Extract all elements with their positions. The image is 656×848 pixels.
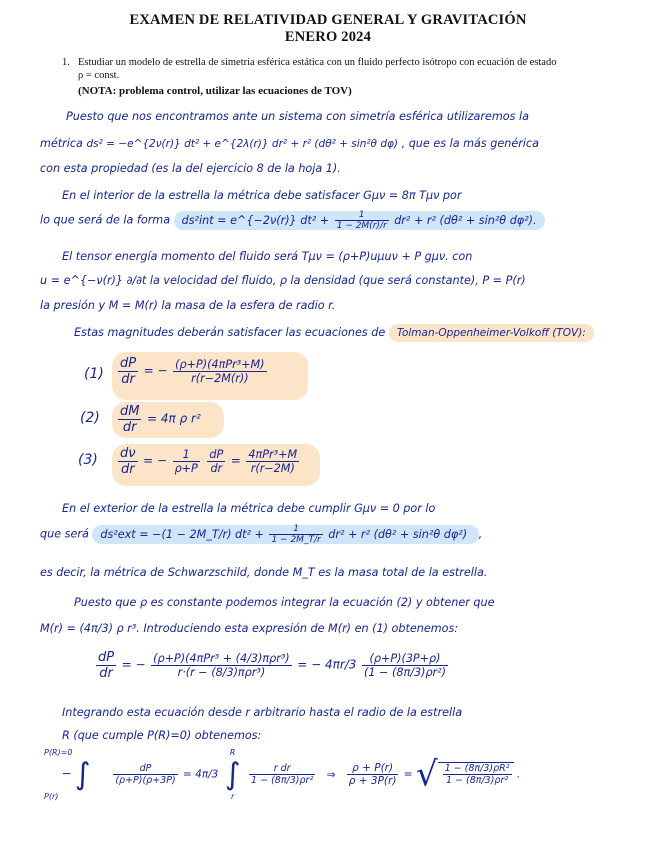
eq5-int1-lower: P(r) bbox=[44, 792, 59, 801]
exam-date: ENERO 2024 bbox=[284, 29, 372, 45]
eq3: $\frac{d\nu}{dr}$ = − $\frac{1}{\rho+P}$ $\frac{dP}{dr}$ = $\frac{\text{4πPr³+M}}{r(r-2M)}$ bbox=[120, 446, 298, 477]
eq1-rhs bbox=[173, 358, 266, 385]
eq5-result bbox=[347, 762, 399, 787]
problem-note: (NOTA: problema control, utilizar las ecuaciones de TOV) bbox=[78, 85, 352, 97]
eq5-sqrt bbox=[438, 762, 514, 786]
sqrt-icon: √ bbox=[415, 754, 438, 795]
eq5-int2-num: r dr bbox=[249, 763, 315, 775]
exterior-metric bbox=[92, 525, 478, 544]
interior-metric-frac bbox=[335, 210, 389, 231]
interior-frac-num: 1 bbox=[335, 210, 389, 221]
eq4-mid-den: r·(r − (8/3)πρr³) bbox=[177, 666, 266, 679]
eq3-mid-num: 1 bbox=[173, 448, 200, 462]
eq3-dp-num: dP bbox=[209, 448, 224, 461]
eq2-rhs: = 4π ρ r² bbox=[147, 411, 201, 426]
p1-line2-text: métrica bbox=[40, 137, 83, 150]
eq5-sqrt-frac bbox=[443, 763, 512, 786]
eq4-rhs-num: (ρ+P)(3P+ρ) bbox=[362, 652, 448, 666]
interior-metric bbox=[174, 211, 545, 230]
p1-line2 bbox=[40, 137, 539, 150]
general-metric: ds² = −e^{2ν(r)} dt² + e^{2λ(r)} dr² + r² (dθ² + sin²θ dφ) bbox=[86, 138, 399, 150]
eq3-mid bbox=[173, 448, 200, 475]
eq5-integral2: R ∫ r bbox=[222, 748, 244, 801]
p7-line1: Integrando esta ecuación desde r arbitrario hasta el radio de la estrella bbox=[62, 706, 463, 719]
p2-line2-text: lo que será de la forma bbox=[40, 213, 171, 227]
p6-line1: Puesto que ρ es constante podemos integrar la ecuación (2) y obtener que bbox=[74, 596, 495, 609]
eq1-lhs bbox=[118, 356, 138, 387]
eq3-rhs-num: 4πPr³+M bbox=[248, 448, 298, 461]
p3-line3: la presión y M = M(r) la masa de la esfera de radio r. bbox=[40, 299, 336, 312]
exterior-frac-den: 1 − 2M_T/r bbox=[271, 535, 321, 545]
exam-title: EXAMEN DE RELATIVIDAD GENERAL Y GRAVITACIÓN bbox=[129, 12, 527, 28]
p5-line1: En el exterior de la estrella la métrica debe cumplir Gμν = 0 por lo bbox=[62, 502, 436, 515]
eq4-mid bbox=[151, 652, 292, 679]
eq5-sqrt-num: 1 − (8π/3)ρR² bbox=[444, 763, 510, 774]
interior-metric-left: ds²int = e^{−2ν(r)} dt² + bbox=[181, 213, 330, 227]
eq4-lhs bbox=[96, 650, 116, 681]
p4-line1 bbox=[74, 326, 594, 339]
eq5-coef: = 4π/3 bbox=[183, 768, 219, 781]
eq5-integral1: P(R)=0 − ∫ P(r) bbox=[44, 748, 108, 801]
exterior-frac-num: 1 bbox=[269, 524, 322, 535]
eq4-lhs-den: dr bbox=[99, 666, 113, 681]
eq1-lhs-num: dP bbox=[120, 356, 137, 371]
p5-line2: que será ds²ext = −(1 − 2M_T/r) dt² + $\frac{1}{1 - 2M\_T/r}$ dr² + r² (dθ² + sin²θ dφ²) , bbox=[40, 524, 483, 545]
eq5-int1-num: dP bbox=[113, 763, 177, 775]
p3-line1: El tensor energía momento del fluido será Tμν = (ρ+P)uμuν + P gμν. con bbox=[62, 250, 473, 263]
tov-highlight: Tolman-Oppenheimer-Volkoff (TOV): bbox=[389, 324, 594, 342]
eq4-coef: = − 4πr/3 bbox=[297, 657, 357, 672]
eq4-mid-num: (ρ+P)(4πPr³ + (4/3)πρr³) bbox=[153, 652, 290, 665]
eq3-dp-den: dr bbox=[210, 462, 223, 475]
p4-text: Estas magnitudes deberán satisfacer las ecuaciones de bbox=[74, 326, 386, 339]
eq4: $\frac{dP}{dr}$ = − $\frac{\text{(ρ+P)(4πPr³ + (4/3)πρr³)}}{\text{r·(r − (8/3)πρr³)}}$ = − 4πr/3 $\frac{(\rho+P)(3P+\rho)}{\text{(1 − (8π/3)ρr²)}}$ bbox=[98, 650, 447, 681]
problem-number: 1. bbox=[62, 57, 70, 68]
eq4-rhs-den: (1 − (8π/3)ρr²) bbox=[364, 666, 447, 679]
exterior-metric-left: ds²ext = −(1 − 2M_T/r) dt² + bbox=[100, 527, 264, 541]
eq5-int1-upper: P(R)=0 bbox=[44, 748, 73, 757]
problem-statement-line1: Estudiar un modelo de estrella de simetría esférica estática con un fluido perfecto isótropo con ecuación de estado bbox=[78, 57, 557, 68]
eq1-rhs-num: (ρ+P)(4πPr³+M) bbox=[175, 358, 265, 371]
eq2-lhs-den: dr bbox=[122, 420, 137, 435]
problem-statement-line2: ρ = const. bbox=[78, 70, 120, 81]
p2-line2 bbox=[40, 210, 545, 231]
eq5-int1-den: (ρ+P)(ρ+3P) bbox=[115, 775, 176, 786]
exterior-metric-right: dr² + r² (dθ² + sin²θ dφ²) bbox=[328, 527, 468, 541]
eq3-rhs bbox=[246, 448, 299, 475]
p5-line3: es decir, la métrica de Schwarzschild, donde M_T es la masa total de la estrella. bbox=[40, 566, 488, 579]
eq3-rhs-den: r(r−2M) bbox=[250, 462, 295, 475]
interior-metric-right: dr² + r² (dθ² + sin²θ dφ²). bbox=[394, 213, 537, 227]
eq5-int2-lower: r bbox=[231, 792, 235, 801]
eq1: $\frac{dP}{dr}$ = − $\frac{\text{(ρ+P)(4πPr³+M)}}{r(r-2M(r))}$ bbox=[120, 356, 265, 387]
eq4-lhs-num: dP bbox=[98, 650, 115, 665]
eq1-lhs-den: dr bbox=[121, 372, 135, 387]
eq5-arrow: ⇒ bbox=[326, 768, 336, 781]
p6-line2: M(r) = (4π/3) ρ r³. Introduciendo esta expresión de M(r) en (1) obtenemos: bbox=[40, 622, 459, 635]
eq5-int2-den: 1 − (8π/3)ρr² bbox=[251, 775, 314, 786]
interior-frac-den: 1 − 2M(r)/r bbox=[336, 221, 387, 231]
eq5: P(R)=0 − ∫ P(r) $\frac{dP}{(\rho+P)(\rho+3P)}$ = 4π/3 R ∫ r $\frac{\text{r dr}}{\text{1 − (8π/3)ρr²}}$ ⇒ $\frac{\rho + P(r)}{\rho + 3P(r)}$ = √ $\frac{\text{1 − (8π/3)ρR²}}{\text{1 − (8π/3)ρr²}}$ . bbox=[44, 748, 521, 801]
p1-line2-tail: , que es la más genérica bbox=[401, 137, 539, 150]
eq5-res-den: ρ + 3P(r) bbox=[348, 775, 397, 787]
eq3-lhs bbox=[118, 446, 138, 477]
eq5-res-num: ρ + P(r) bbox=[347, 762, 399, 775]
p5-text: que será bbox=[40, 527, 89, 541]
eq2-lhs bbox=[118, 404, 141, 435]
eq3-lhs-den: dr bbox=[120, 462, 135, 477]
eq2-lhs-num: dM bbox=[120, 404, 140, 419]
p2-line1: En el interior de la estrella la métrica debe satisfacer Gμν = 8π Tμν por bbox=[62, 189, 462, 202]
eq2-label: (2) bbox=[80, 410, 100, 426]
p3-line2: u = e^{−ν(r)} ∂/∂t la velocidad del fluido, ρ la densidad (que será constante), P = P(r) bbox=[40, 274, 526, 287]
eq5-int2-frac bbox=[249, 763, 315, 786]
eq1-rhs-den: r(r−2M(r)) bbox=[191, 372, 249, 385]
eq3-label: (3) bbox=[78, 452, 98, 468]
p7-line2: R (que cumple P(R)=0) obtenemos: bbox=[62, 729, 262, 742]
eq5-int1-frac bbox=[113, 763, 177, 786]
eq5-sqrt-den: 1 − (8π/3)ρr² bbox=[445, 775, 509, 786]
eq3-lhs-num: dν bbox=[120, 446, 136, 461]
eq2 bbox=[116, 404, 201, 435]
eq3-mid-den: ρ+P bbox=[174, 462, 198, 475]
eq5-int2-upper: R bbox=[229, 748, 236, 757]
exterior-metric-frac bbox=[269, 524, 322, 545]
eq3-dp bbox=[207, 448, 225, 475]
eq1-label: (1) bbox=[84, 366, 104, 382]
eq4-rhs bbox=[362, 652, 448, 679]
p1-line1: Puesto que nos encontramos ante un sistema con simetría esférica utilizaremos la bbox=[66, 110, 529, 123]
p1-line3: con esta propiedad (es la del ejercicio 8 de la hoja 1). bbox=[40, 162, 341, 175]
